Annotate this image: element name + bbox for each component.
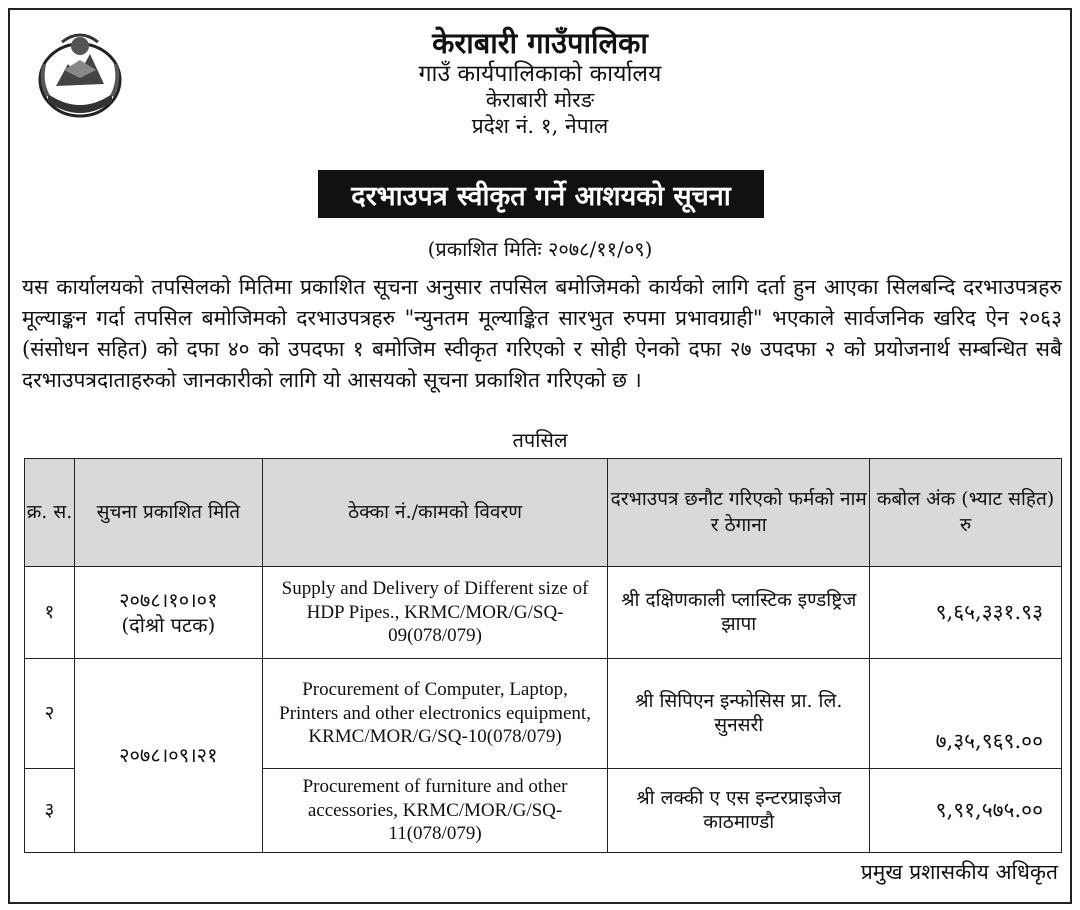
row-sn: २	[25, 659, 75, 769]
notice-title: दरभाउपत्र स्वीकृत गर्ने आशयको सूचना	[318, 170, 764, 218]
office-location: केराबारी मोरङ	[485, 88, 595, 113]
signature-title: प्रमुख प्रशासकीय अधिकृत	[860, 860, 1058, 884]
row-firm: श्री सिपिएन इन्फोसिस प्रा. लि. सुनसरी	[608, 659, 870, 769]
tapasil-label: तपसिल	[512, 428, 568, 452]
row-date: २०७८।१०।०१	[119, 587, 218, 612]
header-date: सुचना प्रकाशित मिति	[74, 459, 262, 567]
row-date-cell	[74, 567, 262, 659]
row-description: Procurement of Computer, Laptop, Printers and other electronics equipment, KRMC/MOR/G/SQ-10(078/079)	[262, 659, 608, 769]
header-description: ठेक्का नं./कामको विवरण	[262, 459, 608, 567]
header-amount: कबोल अंक (भ्याट सहित) रु	[870, 459, 1062, 567]
row-date-note: (दोश्रो पटक)	[121, 612, 216, 637]
row-description: Supply and Delivery of Different size of HDP Pipes., KRMC/MOR/G/SQ-09(078/079)	[262, 567, 608, 659]
row-sn: १	[25, 567, 75, 659]
office-name: गाउँ कार्यपालिकाको कार्यालय	[418, 60, 662, 87]
row-date: २०७८।०९।२१	[74, 659, 262, 853]
row-amount: ९,९१,५७५.००	[870, 769, 1062, 853]
notice-body: यस कार्यालयको तपसिलको मितिमा प्रकाशित सूचना अनुसार तपसिल बमोजिमको कार्यको लागि दर्ता हुन आएका सिलबन्दि दरभाउपत्रहरु मूल्याङ्कन गर्दा तपसिल बमोजिमको दरभाउपत्रहरु "न्युनतम मूल्याङ्कित सारभुत रुपमा प्रभावग्राही" भएकाले सार्वजनिक खरिद ऐन २०६३ (संसोधन सहित) को दफा ४० को उपदफा १ बमोजिम स्वीकृत गरिएको र सोही ऐनको दफा २७ उपदफा २ को प्रयोजनार्थ सम्बन्धित सबै दरभाउपत्रदाताहरुको जानकारीको लागि यो आसयको सूचना प्रकाशित गरिएको छ ।	[22, 275, 1062, 392]
table-row	[25, 567, 1062, 659]
municipality-name: केराबारी गाउँपालिका	[432, 26, 648, 60]
row-amount: ९,६५,३३१.९३	[870, 567, 1062, 659]
row-firm: श्री लक्की ए एस इन्टरप्राइजेज काठमाण्डौ	[608, 769, 870, 853]
header-firm: दरभाउपत्र छनौट गरिएको फर्मको नाम र ठेगाना	[608, 459, 870, 567]
row-description: Procurement of furniture and other accessories, KRMC/MOR/G/SQ-11(078/079)	[262, 769, 608, 853]
table-header-row	[25, 459, 1062, 567]
office-header	[0, 26, 1080, 139]
row-amount: ७,३५,९६९.००	[870, 659, 1062, 769]
published-date: (प्रकाशित मितिः २०७८/११/०९)	[427, 237, 653, 261]
row-sn: ३	[25, 769, 75, 853]
bids-table	[24, 458, 1062, 853]
header-sn: क्र. स.	[25, 459, 75, 567]
row-firm: श्री दक्षिणकाली प्लास्टिक इण्डष्ट्रिज झापा	[608, 567, 870, 659]
province-name: प्रदेश नं. १, नेपाल	[471, 113, 609, 138]
table-row	[25, 659, 1062, 769]
